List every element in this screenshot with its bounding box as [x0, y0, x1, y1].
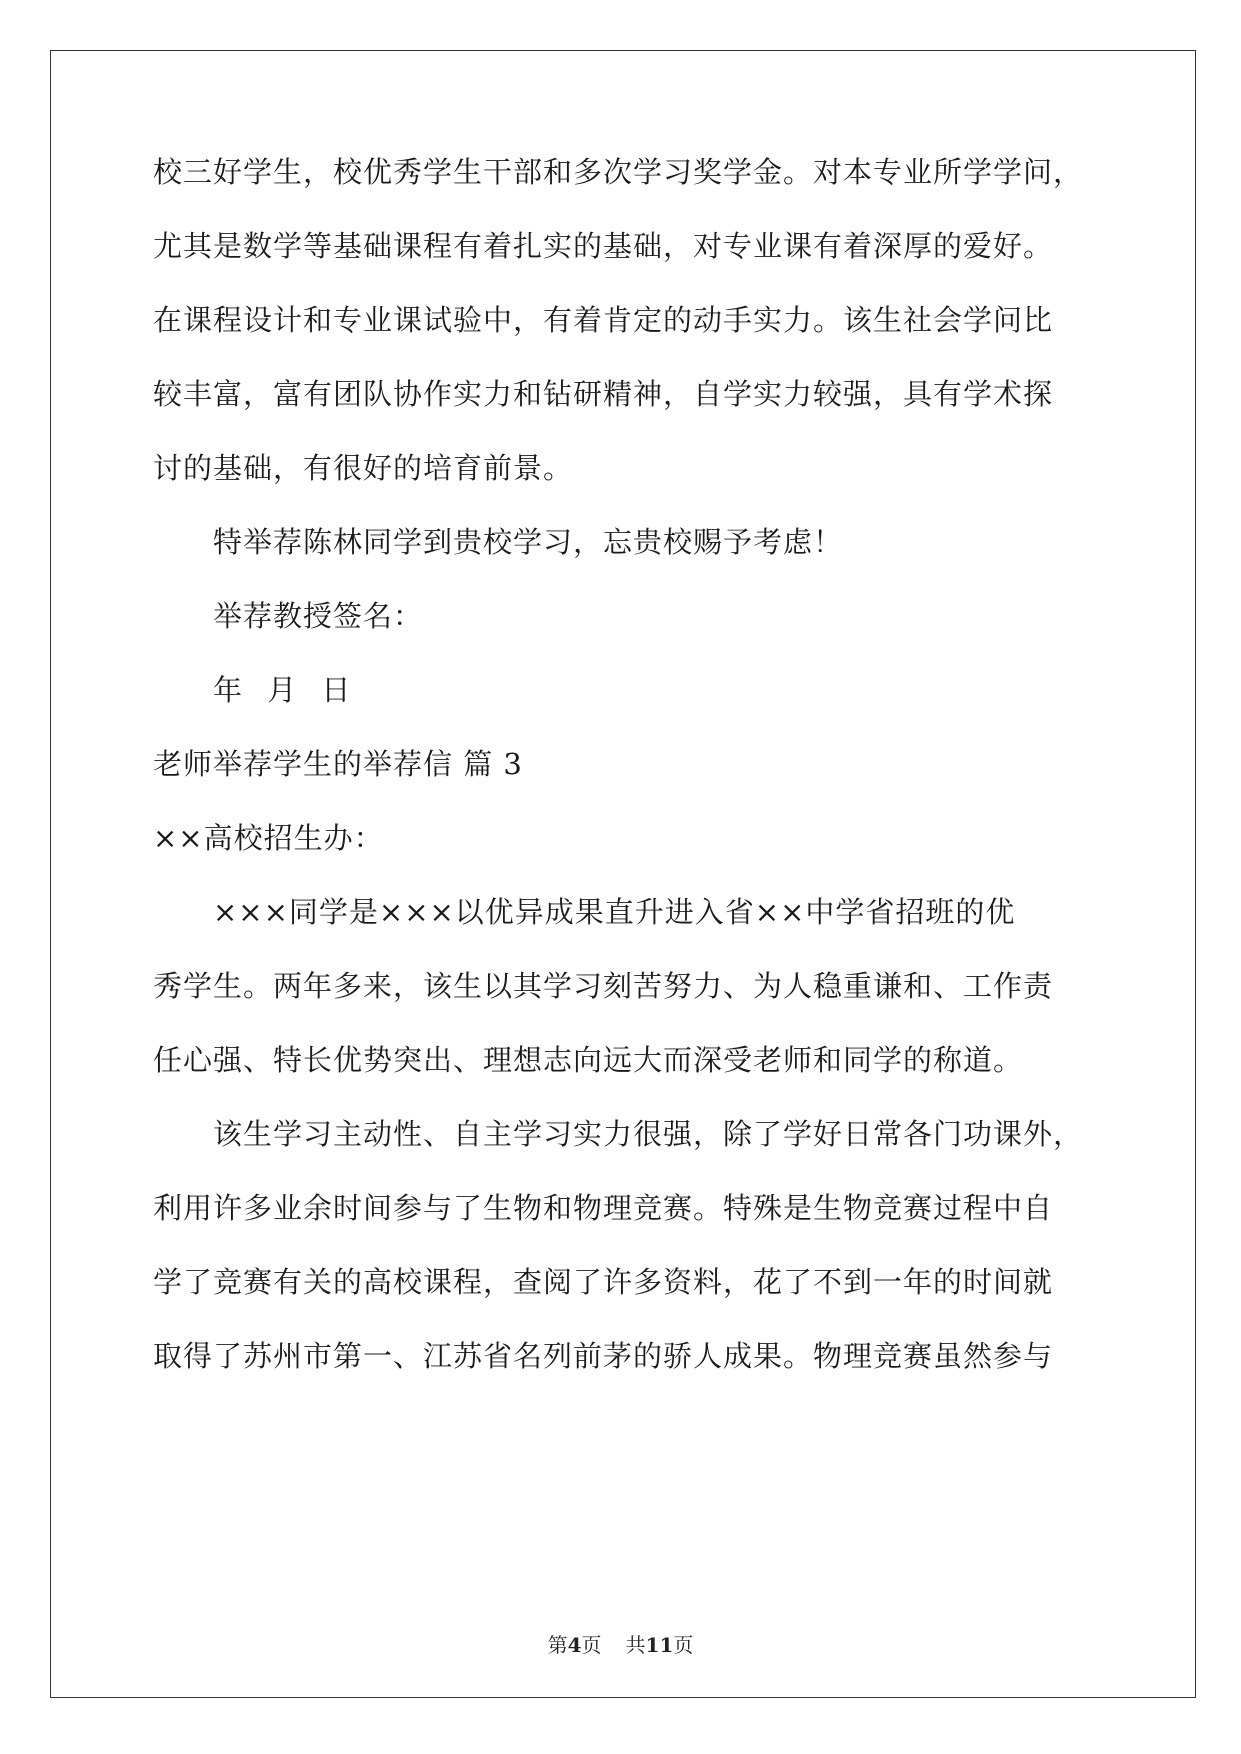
text-line: 任心强、特长优势突出、理想志向远大而深受老师和同学的称道。	[153, 1043, 1024, 1077]
text-line: 该生学习主动性、自主学习实力很强，除了学好日常各门功课外，	[213, 1117, 1084, 1151]
total-suffix: 页	[673, 1633, 694, 1657]
text-line: 在课程设计和专业课试验中，有着肯定的动手实力。该生社会学问比	[153, 303, 1054, 337]
text-line: 秀学生。两年多来，该生以其学习刻苦努力、为人稳重谦和、工作责	[153, 969, 1054, 1003]
text-line: 利用许多业余时间参与了生物和物理竞赛。特殊是生物竞赛过程中自	[153, 1191, 1054, 1225]
page-border	[50, 50, 1196, 1698]
text-line: 尤其是数学等基础课程有着扎实的基础，对专业课有着深厚的爱好。	[153, 229, 1054, 263]
total-pages: 11	[645, 1633, 674, 1657]
signature-label: 举荐教授签名：	[213, 599, 424, 633]
text-line: 取得了苏州市第一、江苏省名列前茅的骄人成果。物理竞赛虽然参与	[153, 1339, 1054, 1373]
text-line: 校三好学生，校优秀学生干部和多次学习奖学金。对本专业所学学问，	[153, 155, 1084, 189]
page-suffix: 页	[581, 1633, 602, 1657]
text-line: 较丰富，富有团队协作实力和钻研精神，自学实力较强，具有学术探	[153, 377, 1054, 411]
page-prefix: 第	[547, 1633, 568, 1657]
salutation: ××高校招生办：	[153, 821, 384, 855]
text-line: ×××同学是×××以优异成果直升进入省××中学省招班的优	[213, 895, 1016, 929]
page-footer	[0, 1632, 1241, 1658]
date-line: 年 月 日	[213, 673, 352, 707]
recommendation-sentence: 特举荐陈林同学到贵校学习，忘贵校赐予考虑！	[213, 525, 844, 559]
text-line: 讨的基础，有很好的培育前景。	[153, 451, 574, 485]
total-prefix: 共	[625, 1633, 646, 1657]
text-line: 学了竞赛有关的高校课程，查阅了许多资料，花了不到一年的时间就	[153, 1265, 1054, 1299]
page-number: 4	[567, 1633, 582, 1657]
section-heading: 老师举荐学生的举荐信 篇 3	[153, 747, 523, 781]
